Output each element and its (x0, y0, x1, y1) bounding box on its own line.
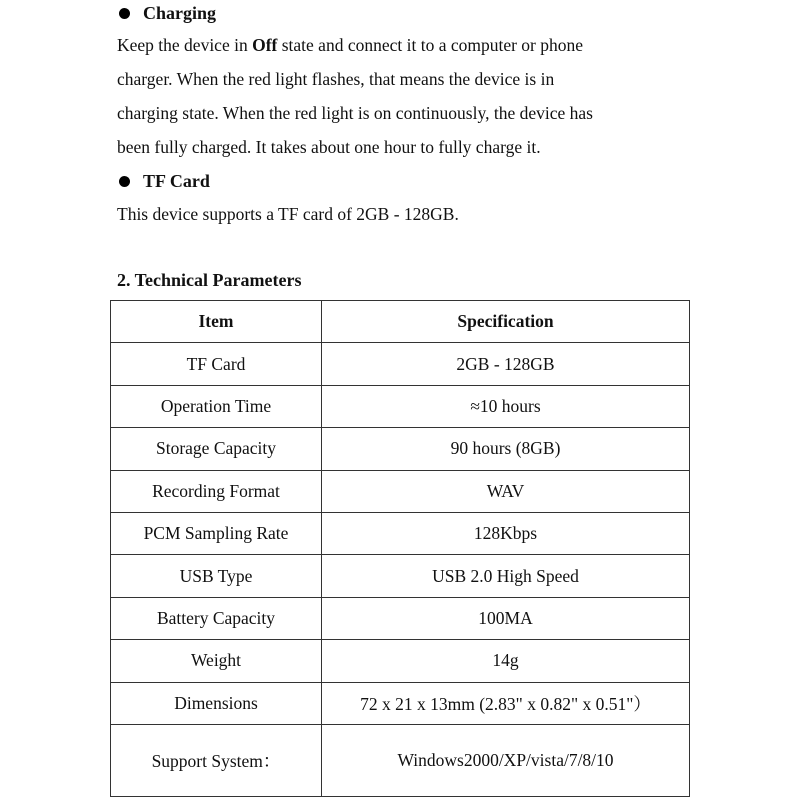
item-cell: PCM Sampling Rate (111, 512, 322, 554)
header-specification: Specification (322, 301, 690, 343)
spec-cell: Windows2000/XP/vista/7/8/10 (322, 724, 690, 796)
item-cell: Storage Capacity (111, 428, 322, 470)
tfcard-heading (117, 168, 210, 194)
item-cell: USB Type (111, 555, 322, 597)
item-cell: Operation Time (111, 385, 322, 427)
header-item: Item (111, 301, 322, 343)
table-row (111, 724, 690, 796)
table-row (111, 555, 690, 597)
table-row (111, 597, 690, 639)
charging-line-1: Keep the device in Off state and connect it to a computer or phone (117, 35, 584, 55)
table-row (111, 428, 690, 470)
technical-parameters-table (110, 300, 690, 797)
technical-parameters-title: 2. Technical Parameters (117, 270, 302, 290)
table-row (111, 682, 690, 724)
spec-cell: 90 hours (8GB) (322, 428, 690, 470)
table-row (111, 512, 690, 554)
table-header-row (111, 301, 690, 343)
tfcard-paragraph (117, 197, 459, 231)
table-row (111, 640, 690, 682)
off-state-emphasis: Off (252, 35, 278, 55)
charging-line-3: charging state. When the red light is on continuously, the device has (117, 103, 593, 123)
spec-cell: 2GB - 128GB (322, 343, 690, 385)
item-cell: Weight (111, 640, 322, 682)
item-cell: Support System： (111, 724, 322, 796)
spec-cell: 14g (322, 640, 690, 682)
charging-heading-text: Charging (143, 2, 217, 23)
spec-cell: ≈10 hours (322, 385, 690, 427)
bullet-icon (119, 176, 130, 187)
spec-cell: USB 2.0 High Speed (322, 555, 690, 597)
spec-cell: 128Kbps (322, 512, 690, 554)
spec-cell: 100MA (322, 597, 690, 639)
charging-heading (117, 0, 216, 26)
spec-cell: WAV (322, 470, 690, 512)
charging-line-2: charger. When the red light flashes, that means the device is in (117, 69, 555, 89)
bullet-icon (119, 8, 130, 19)
tfcard-heading-text: TF Card (143, 170, 210, 191)
spec-cell: 72 x 21 x 13mm (2.83" x 0.82" x 0.51"） (322, 682, 690, 724)
item-cell: Recording Format (111, 470, 322, 512)
charging-line-4: been fully charged. It takes about one hour to fully charge it. (117, 137, 541, 157)
item-cell: Dimensions (111, 682, 322, 724)
table-row (111, 470, 690, 512)
charging-paragraph (117, 28, 593, 164)
item-cell: Battery Capacity (111, 597, 322, 639)
table-row (111, 343, 690, 385)
table-row (111, 385, 690, 427)
item-cell: TF Card (111, 343, 322, 385)
tfcard-text: This device supports a TF card of 2GB - 128GB. (117, 204, 459, 224)
